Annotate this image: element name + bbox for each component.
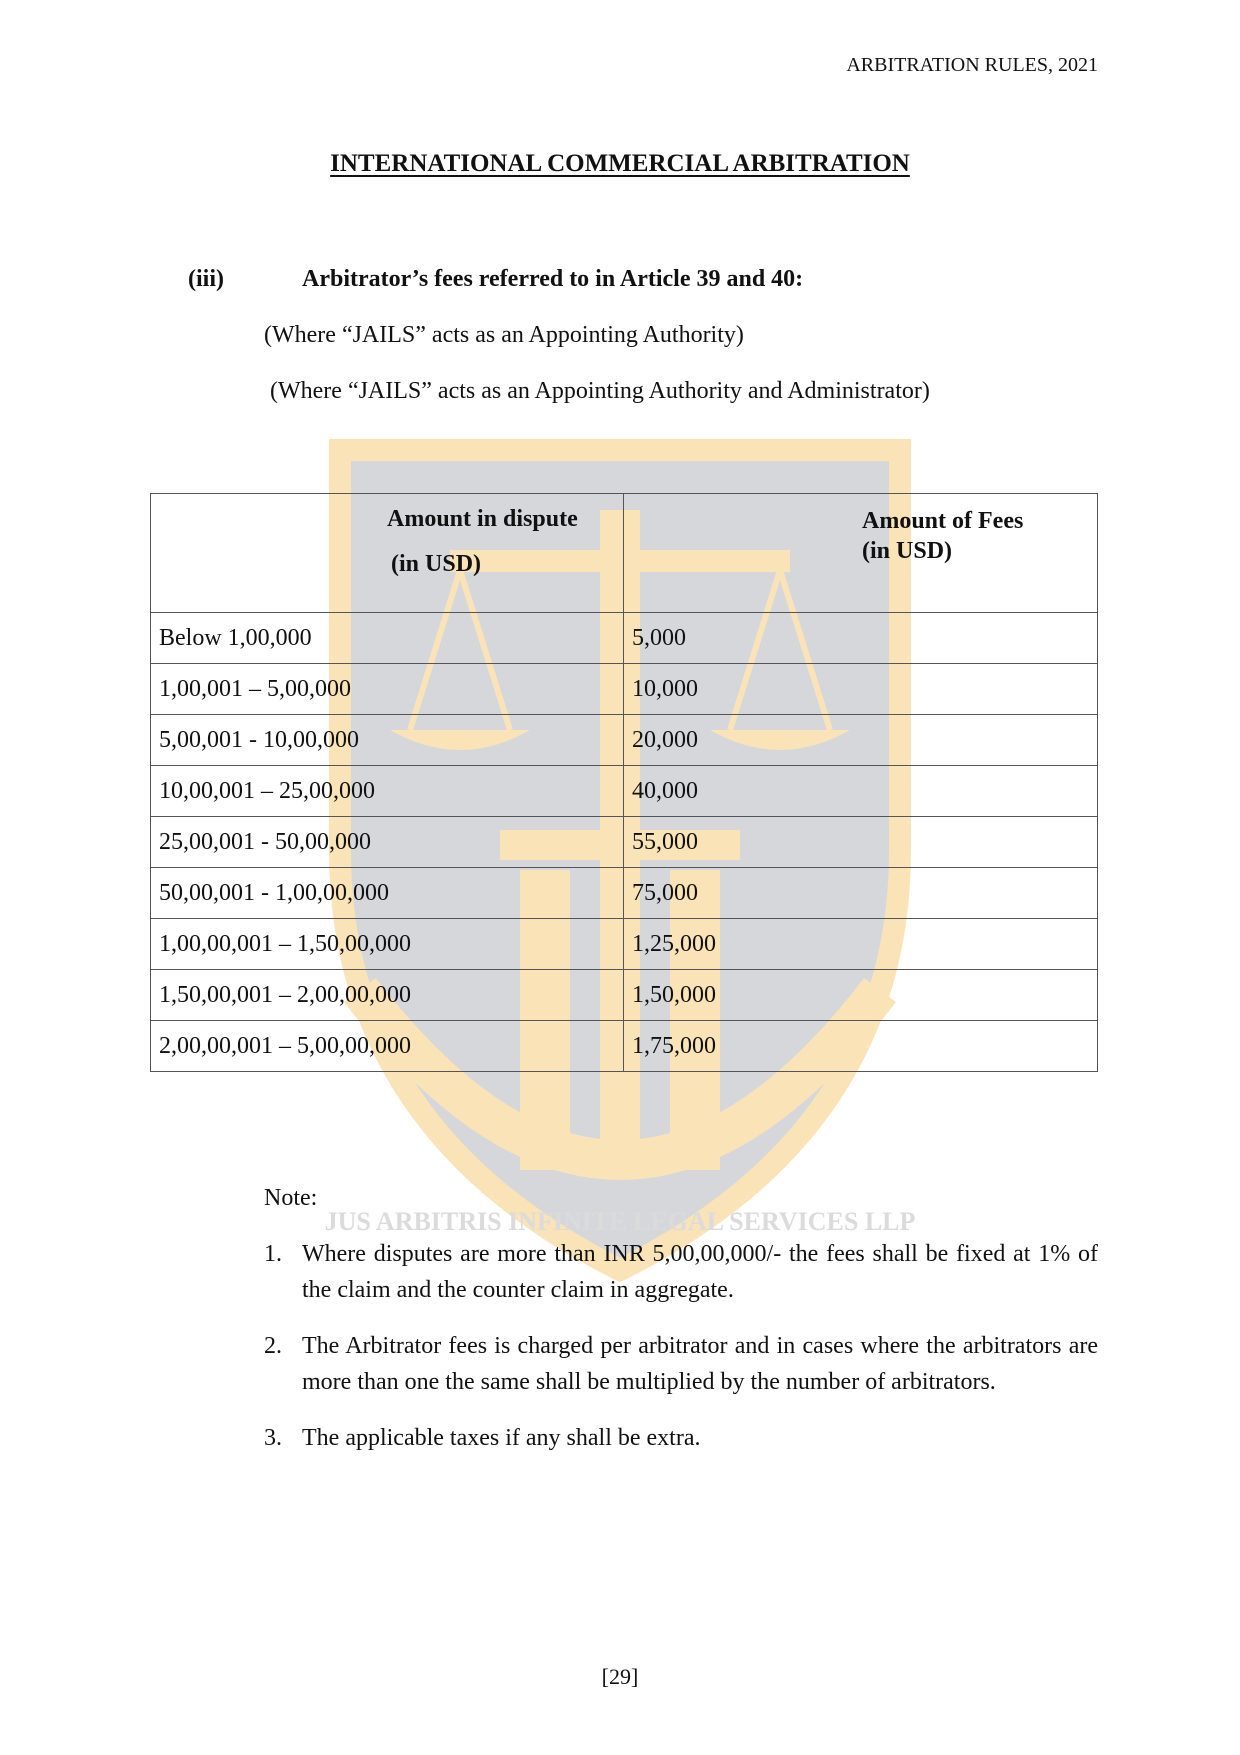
note-text: The applicable taxes if any shall be extra. [302,1425,701,1451]
fees-cell: 55,000 [624,817,1098,868]
notes-list [264,1236,1098,1476]
note-item [264,1236,1098,1308]
header-amount-in-dispute [151,494,624,613]
dispute-cell: 25,00,001 - 50,00,000 [151,817,624,868]
fees-cell: 75,000 [624,868,1098,919]
table-row [151,868,1098,919]
header-label: Amount in dispute [387,506,578,532]
page-title: INTERNATIONAL COMMERCIAL ARBITRATION [330,150,910,177]
fees-table [150,493,1098,1072]
table-header-row [151,494,1098,613]
table-row [151,613,1098,664]
header-unit: (in USD) [391,551,482,577]
table-row [151,1021,1098,1072]
note-item [264,1328,1098,1400]
dispute-cell: 10,00,001 – 25,00,000 [151,766,624,817]
dispute-cell: 1,00,001 – 5,00,000 [151,664,624,715]
note-text: The Arbitrator fees is charged per arbitrator and in cases where the arbitrators are more than one the same shall be multiplied by the number of arbitrators. [302,1333,1098,1395]
running-header: ARBITRATION RULES, 2021 [846,54,1098,76]
dispute-cell: 1,50,00,001 – 2,00,00,000 [151,970,624,1021]
fees-cell: 40,000 [624,766,1098,817]
note-number: 3. [264,1425,282,1451]
fees-cell: 20,000 [624,715,1098,766]
svg-text:JUS ARBITRIS INFINITE LEGAL SE: JUS ARBITRIS INFINITE LEGAL SERVICES LLP [324,1207,916,1236]
fees-cell: 10,000 [624,664,1098,715]
note-text: Where disputes are more than INR 5,00,00,000/- the fees shall be fixed at 1% of the claim and the counter claim in aggregate. [302,1241,1098,1303]
fees-cell: 5,000 [624,613,1098,664]
fees-cell: 1,50,000 [624,970,1098,1021]
note-number: 1. [264,1241,282,1267]
table-row [151,919,1098,970]
fees-cell: 1,75,000 [624,1021,1098,1072]
section-heading: Arbitrator’s fees referred to in Article 39 and 40: [302,266,804,292]
section-number: (iii) [188,266,224,292]
note-item [264,1420,1098,1456]
dispute-cell: 5,00,001 - 10,00,000 [151,715,624,766]
table-row [151,766,1098,817]
notes-label: Note: [264,1185,318,1211]
dispute-cell: Below 1,00,000 [151,613,624,664]
table-row [151,664,1098,715]
table-row [151,715,1098,766]
dispute-cell: 50,00,001 - 1,00,00,000 [151,868,624,919]
header-label: Amount of Fees (in USD) [862,508,1024,564]
note-number: 2. [264,1333,282,1359]
section-subheading-administrator: (Where “JAILS” acts as an Appointing Authority and Administrator) [270,378,930,404]
header-amount-of-fees [624,494,1098,613]
section-subheading-appointing: (Where “JAILS” acts as an Appointing Authority) [264,322,744,348]
dispute-cell: 2,00,00,001 – 5,00,00,000 [151,1021,624,1072]
page-number: [29] [601,1664,639,1689]
dispute-cell: 1,00,00,001 – 1,50,00,000 [151,919,624,970]
table-row [151,817,1098,868]
fees-cell: 1,25,000 [624,919,1098,970]
table-row [151,970,1098,1021]
